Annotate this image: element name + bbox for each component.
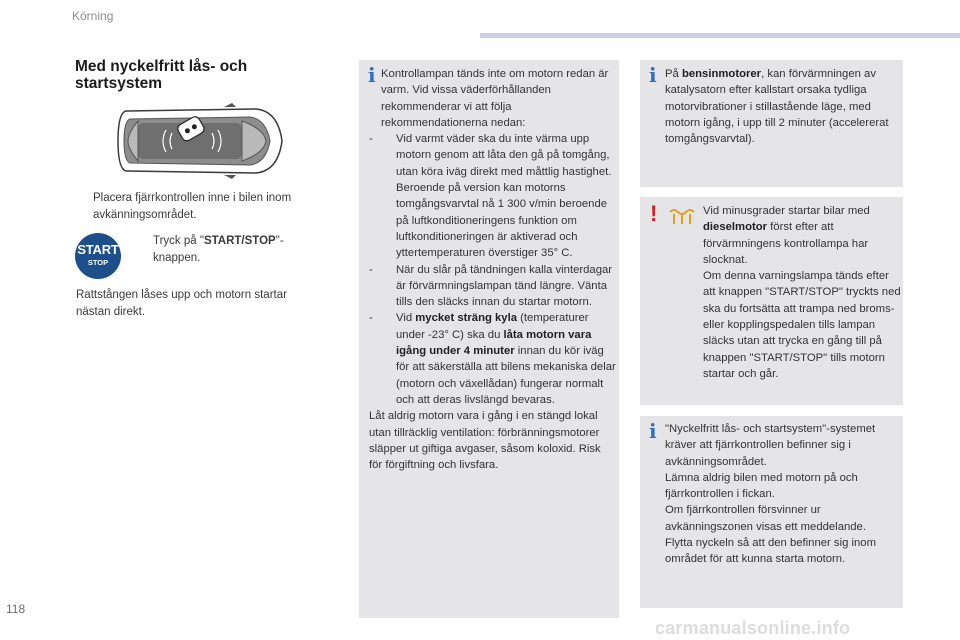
box1-intro: Kontrollampan tänds inte om motorn redan är varm. Vid vissa väderförhållanden rekommenderar vi att följa rekommendationerna nedan:: [381, 68, 609, 129]
start-stop-button-icon: [75, 233, 121, 279]
list-dash: -: [369, 263, 373, 276]
box3-p1-pre: Vid minusgrader startar bilar med: [703, 205, 870, 217]
section-title-line1: Med nyckelfritt lås- och: [75, 58, 248, 75]
step2-pre: Tryck på ": [153, 235, 204, 247]
box1-outro: Låt aldrig motorn vara i gång i en stängd lokal utan tillräcklig ventilation: förbränningsmotorer släpper ut giftiga avgaser, såsom koloxid. Risk för förgiftning och livsfara.: [369, 410, 601, 472]
warning-box-diesel-text: [703, 203, 901, 382]
step-place-remote-text: Placera fjärrkontrollen inne i bilen inom avkänningsområdet.: [93, 192, 292, 221]
info-icon: i: [368, 63, 376, 87]
header-bar: [480, 33, 960, 38]
box2-post: , kan förvärmningen av katalysatorn efter kallstart orsaka tydliga motorvibrationer i stillastående läge, med motorn igång, i upp till 2 minuter (accelererat tomgångsvarvtal).: [665, 68, 889, 146]
page-number: 118: [6, 602, 26, 616]
list-item: [369, 131, 617, 261]
info-box-petrol-text: [665, 66, 901, 147]
box3-p2: Om denna varningslampa tänds efter att knappen "START/STOP" tryckts ned ska du fortsätta att trampa ned broms- eller kopplingspedalen tills lampan släcks utan att trycka en gång till på knappen "START/STOP" tills motorn startar och går.: [703, 270, 901, 380]
info-box-keyless-text: [665, 421, 901, 568]
box1-item1-b: Beroende på version kan motorns tomgångsvarvtal nå 1 300 v/min beroende på luftkonditioneringens funktion om luftkonditioneringen är aktiverad och yttertemperaturen överstiger 35° C.: [396, 182, 608, 260]
list-dash: -: [369, 312, 373, 325]
step2-bold: START/STOP: [203, 235, 276, 247]
chapter-title: Körning: [72, 9, 114, 23]
box3-p1-post: först efter att förvärmningens kontrollampa har slocknat.: [703, 221, 869, 266]
box4-p1: "Nyckelfritt lås- och startsystem"-systemet kräver att fjärrkontrollen befinner sig i avkänningsområdet.: [665, 423, 876, 468]
step-press-start-text: [133, 233, 313, 266]
box1-item3-bold1: mycket sträng kyla: [415, 312, 517, 325]
box1-item3-post: innan du kör iväg för att säkerställa att bilens mekaniska delar (motorn och växellådan) fungerar normalt och att deras livslängd bevaras.: [396, 345, 616, 406]
info-box-engine-warm-text: [368, 63, 617, 473]
list-item: [369, 262, 617, 311]
stop-label: STOP: [87, 258, 109, 267]
list-dash: -: [369, 133, 373, 146]
box4-p3: Om fjärrkontrollen försvinner ur avkänningszonen visas ett meddelande.: [665, 504, 866, 533]
box2-pre: På: [665, 68, 682, 80]
box2-bold: bensinmotorer: [681, 68, 762, 80]
box1-item2: När du slår på tändningen kalla vinterdagar är förvärmningslampan tänd längre. Vänta tills den släcks innan du startar motorn.: [396, 263, 613, 309]
box1-item1-a: Vid varmt väder ska du inte värma upp motorn genom att låta den gå på tomgång, utan köra iväg direkt med måttlig hastighet.: [396, 133, 612, 178]
box2-text: [665, 66, 901, 147]
info-icon: i: [649, 419, 657, 443]
box3-p1-bold: dieselmotor: [703, 221, 768, 234]
box1-item3-bold2: låta motorn vara igång under 4 minuter: [396, 328, 592, 358]
warning-icon: !: [650, 201, 658, 226]
section-title: [75, 58, 247, 92]
steering-unlock-text: Rattstången låses upp och motorn startar nästan direkt.: [76, 289, 287, 318]
info-icon: i: [649, 63, 657, 87]
box1-item3-pre: Vid: [396, 312, 416, 325]
step-place-remote: [76, 190, 316, 223]
step2-post: "-knappen.: [153, 235, 284, 264]
preheat-glow-plug-icon: [668, 206, 696, 226]
box1-item3-mid: (temperaturer under -23° C) ska du: [396, 312, 589, 341]
section-title-line2: startsystem: [75, 75, 163, 92]
watermark: carmanualsonline.info: [655, 618, 851, 638]
box4-p2: Lämna aldrig bilen med motorn på och fjärrkontrollen i fickan.: [665, 471, 858, 501]
box4-p4: Flytta nyckeln så att den befinner sig inom området för att kunna starta motorn.: [665, 537, 876, 566]
box1-item3: [396, 310, 617, 408]
start-label: START: [77, 242, 119, 257]
list-item: [369, 310, 617, 408]
step-press-start: [133, 233, 313, 266]
car-topview-illustration: [116, 103, 286, 179]
box3-p1: [703, 203, 901, 268]
